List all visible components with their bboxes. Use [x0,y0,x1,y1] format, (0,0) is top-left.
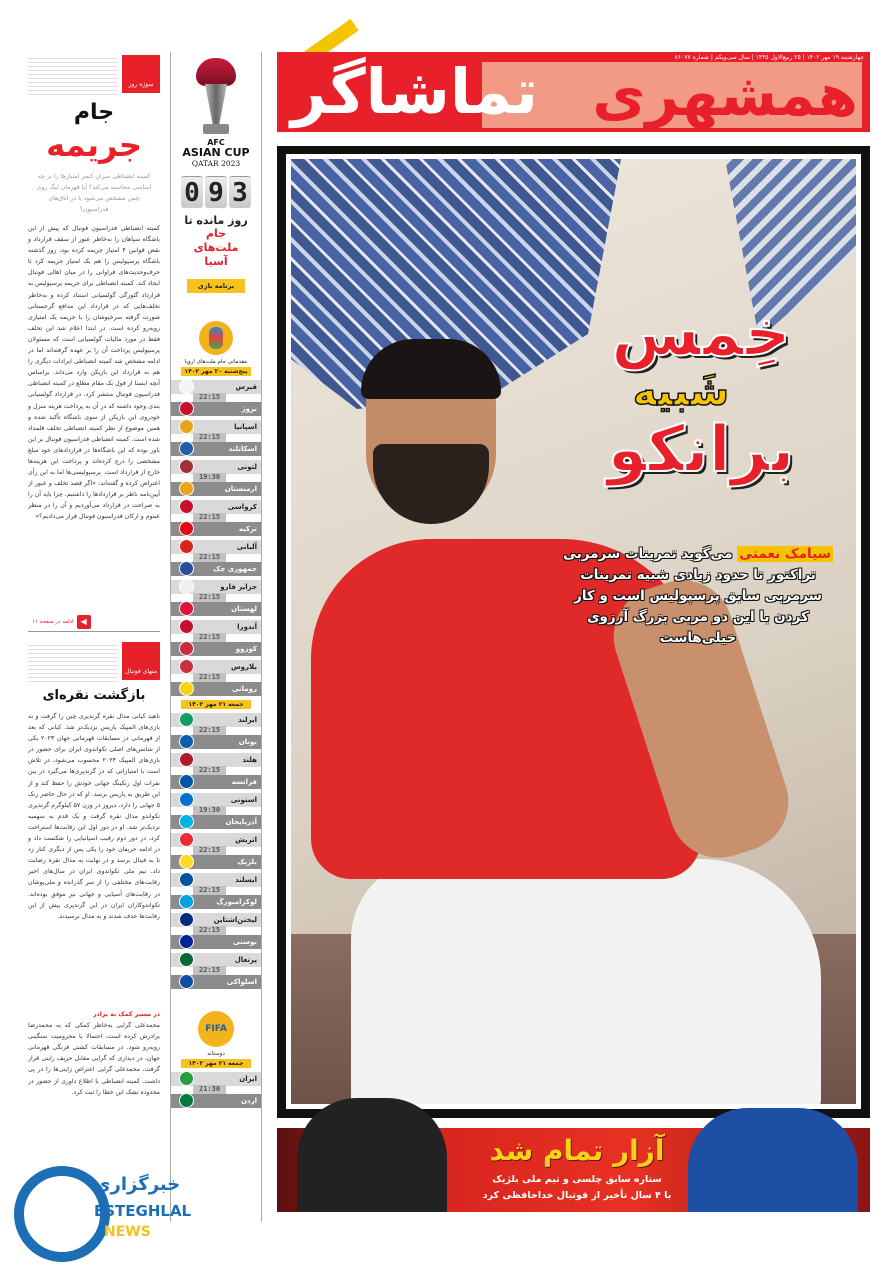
home-team-name: بلاروس [231,663,257,671]
watermark-text-esteghlal: ESTEGHLAL [94,1202,192,1220]
home-team [171,540,261,554]
home-flag-icon [179,912,194,927]
match-time: 22:15 [193,846,226,855]
away-team-name: جمهوری چک [213,565,257,573]
away-flag-icon [179,814,194,829]
match [171,378,261,418]
cup-name-3: آسیا [204,255,228,268]
schedule-column [170,52,262,1222]
away-team-name: اسلواکی [226,978,257,986]
home-flag-icon [179,539,194,554]
story2-body2: محمدعلی گرایی به‌خاطر کمکی که به محمدرضا برادرش کرده است، احتمالا با محرومیت سنگینی روبه‌رو شود. در مسابقات کشتی فرنگی قهرمانی جهان، در دیداری که گرایی مقابل حریف راینی قرار گرفت، محمدعلی گرایی اعتراض زاینی‌ها را در پی داشت. کمیته انضباطی با اطلاع داوری از حضور در محدوده تشک این خطا را ثبت کرد. [28,1022,160,1096]
qatar-text: QATAR 2023 [191,159,241,168]
banner-sub-2: با ۴ سال تأخیر از فوتبال خداحافظی کرد [482,1190,672,1201]
asian-cup-logo [171,58,261,168]
match-time: 22:15 [193,726,226,735]
away-flag-icon [179,1093,194,1108]
home-team [171,660,261,674]
story2-body-wrap [28,711,160,1001]
match-time: 22:15 [193,553,226,562]
away-team-name: بوسنی [233,938,257,946]
away-flag-icon [179,681,194,696]
main-photo-frame [277,146,870,1118]
countdown-digit: 3 [229,176,251,208]
banner-sub-1: ستاره سابق چلسی و تیم ملی بلژیک [492,1174,662,1185]
away-flag-icon [179,641,194,656]
home-flag-icon [179,419,194,434]
match-time: 22:15 [193,766,226,775]
home-team-name: پرتغال [234,956,257,964]
home-flag-icon [179,459,194,474]
away-team-name: لهستان [231,605,257,613]
home-team [171,420,261,434]
player-trousers [351,859,821,1104]
away-flag-icon [179,401,194,416]
away-team [171,642,261,656]
home-flag-icon [179,1071,194,1086]
deck-text: می‌گوید تمرینات سرمربی تراکتور تا حدود زیادی شبیه تمرینات سرمربی سابق پرسپولیس است و کار کردن با این دو مربی بزرگ آرزوی خیلی‌هاست [563,546,822,646]
away-flag-icon [179,734,194,749]
story2-body: ناهید کیانی مدال نقره گرندپری چین را گرفت و به بازی‌های المپیک پاریس نزدیک‌تر شد. کیانی که بعد از قهرمانی در مسابقات قهرمانی جهان ۲۰۲۳ یکی از شانس‌های اصلی تکواندوی ایران برای حضور در بازی‌های المپیک ۲۰۲۴ محسوب می‌شود، در تلاش است با امتیازاتی که در گرندپری‌ها می‌گیرد در بین نفرات اول رنکینگ جهانی خودش را حفظ کند و از این طریق به پاریس برسد. او که در حال حاضر رنک ۵ جهانی را دارد، دیروز در وزن ۵۷ کیلوگرم گرندپری تکواندو مدال نقره گرفت و یک قدم به سهمیه نزدیک‌تر شد. او در دور اول این رقابت‌ها استراحت کرد، در دور دوم رقیب اسپانیایی را شکست داد و در ادامه حریفان خود را یکی پس از دیگری کنار زد تا به فینال برسد و در نهایت به مدال نقره رضایت داد. تیم ملی تکواندوی ایران در سال‌های اخیر رقابت‌های مختلفی را از سر گذرانده و ملی‌پوشان در رقابت‌های آسیایی و جهانی نیز موفق بوده‌اند. تکواندوکاران ایران در این گرندپری پیش از این رقابت‌ها حذف شدند و به مدال نرسیدند. [28,713,160,920]
away-team-name: آذربایجان [225,818,257,826]
banner-title: آزار تمام شد [489,1134,665,1167]
home-team-name: آلبانی [236,543,257,551]
match [171,458,261,498]
fifa-logo: FIFA [198,1011,234,1047]
away-team-name: یونان [238,738,257,746]
player-beard [373,444,489,524]
away-team-name: نروژ [241,405,257,413]
match-time: 22:15 [193,393,226,402]
trophy-icon [191,58,241,138]
home-team-name: لتونی [237,463,257,471]
story2-title: بازگشت نقره‌ای [42,688,146,703]
watermark-text-fa: خبرگزاری [94,1174,181,1195]
friendly-caption: دوستانه [207,1051,225,1057]
home-team-name: کرواسی [227,503,257,511]
match [171,658,261,698]
away-team-name: ارمنستان [224,485,257,493]
logo-tamashagar: تماشاگر [291,55,539,128]
match [171,831,261,871]
decorative-lines [28,55,118,95]
home-team [171,380,261,394]
away-flag-icon [179,561,194,576]
home-team [171,620,261,634]
match [171,498,261,538]
home-flag-icon [179,952,194,967]
away-team-name: رومانی [231,685,257,693]
match-time: 22:15 [193,673,226,682]
player-photo-left [297,1098,447,1212]
home-flag-icon [179,752,194,767]
headline [571,299,831,485]
continued-link[interactable] [32,615,91,629]
home-team-name: هلند [242,756,257,764]
away-team-name: اسکاتلند [228,445,257,453]
away-flag-icon [179,894,194,909]
home-flag-icon [179,792,194,807]
main-photo [291,159,856,1104]
left-column [28,55,160,1170]
story2-body2-wrap [28,1020,160,1170]
match-time: 22:15 [193,966,226,975]
away-team [171,935,261,949]
away-flag-icon [179,774,194,789]
away-team [171,775,261,789]
away-team [171,855,261,869]
watermark-text-news: NEWS [104,1224,151,1240]
away-team [171,522,261,536]
home-team-name: اسپانیا [234,423,257,431]
home-team [171,953,261,967]
cup-name-2: ملت‌های [193,241,239,254]
away-team-name: اردن [241,1097,257,1105]
away-flag-icon [179,521,194,536]
home-team [171,500,261,514]
match-time: 19:30 [193,806,226,815]
home-team-name: استونی [230,796,257,804]
away-team [171,975,261,989]
match-time: 22:15 [193,513,226,522]
match-time: 19:30 [193,473,226,482]
countdown-digit: 9 [205,176,227,208]
story2-category: منهای فوتبال [122,642,160,680]
decorative-lines [28,642,118,682]
home-flag-icon [179,499,194,514]
story1-body-wrap [28,223,160,613]
day1-date: پنج‌شنبه ۲۰ مهر ۱۴۰۲ [181,367,251,376]
home-flag-icon [179,872,194,887]
story1-lead: کمیته انضباطی میزان کسر امتیازها را بر چه اساسی محاسبه می‌کند؟ آیا قهرمان لیگ روی چمن مشخص می‌شود یا در اتاق‌های فدراسیون؟ [36,173,152,213]
away-flag-icon [179,481,194,496]
euro-trophy-icon [199,321,233,355]
story1-body: کمیته انضباطی فدراسیون فوتبال که پیش از این باشگاه سپاهان را به‌خاطر عبور از سقف قرارداد و نقض قوانین ۴ امتیاز جریمه کرده بود، روز گذشته باشگاه پرسپولیس را هم یک امتیاز جریمه کرد تا حرف‌وحدیث‌های فراوانی را در میان اهالی فوتبال ایجاد کند. کمیته انضباطی برای جریمه پرسپولیس به قرارداد گئورگی گولسیانی استناد کرده و به‌خاطر تخلف‌هایی که در قرارداد این مدافع گرجستانی صورت گرفته سرخپوشان را با جریمه یک امتیازی روبه‌رو کرده است. در ابتدا اعلام شد این تخلف فقط در مورد مالیات گولسیانی است که مسئولان پرسپولیس پرداخت آن را بر عهده گرفته‌اند اما در ادامه مشخص شد کمیته انضباطی ایرادات دیگری را هم به قرارداد این بازیکن وارد می‌داند. براساس آنچه ایسنا از قول یک مقام مطلع در کمیته انضباطی فدراسیون فوتبال منتشر کرد، در قرارداد گولسیانی بندی وجود داشته که در آن به پرداخت هزینه منزل و خودروی این بازیکن از سوی باشگاه تأکید شده و همین موضوع از نظر کمیته انضباطی تخلف قلمداد شده است. کمیته انضباطی فدراسیون فوتبال بر این باور بوده که این باشگاه‌ها در قراردادهای خود مبلغ مشخصی را درج کرده‌اند و پرداخت این هزینه‌ها خارج از قرارداد است. پرسپولیسی‌ها اما به این رأی اعتراض کرده و گفته‌اند: «اگر قصد تخلف و عبور از آیین‌نامه ناظر بر قراردادها را داشتیم، چرا باید آن را به صراحت در قرارداد می‌آوردیم و آن را در منظر عموم و ارکان فدراسیون فوتبال قرار می‌دادیم؟» [28,225,160,521]
deck [558,544,838,649]
away-flag-icon [179,441,194,456]
away-team [171,735,261,749]
away-team [171,1094,261,1108]
afc-text: AFC [207,138,225,147]
home-team [171,793,261,807]
away-team-name: لوکزامبورگ [216,898,257,906]
away-team-name: فرانسه [231,778,257,786]
away-flag-icon [179,934,194,949]
match-time: 22:15 [193,886,226,895]
home-flag-icon [179,379,194,394]
home-team-name: لیختن‌اشتاین [213,916,257,924]
headline-line3: برانکو [607,413,795,487]
home-team [171,460,261,474]
headline-line1: خِمس [611,297,791,371]
match-time: 22:15 [193,593,226,602]
day3-date: جمعه ۲۱ مهر ۱۴۰۲ [181,1059,251,1068]
away-flag-icon [179,854,194,869]
program-label: برنامه بازی [187,279,245,293]
home-flag-icon [179,619,194,634]
home-team-name: قبرس [235,383,257,391]
home-flag-icon [179,659,194,674]
match [171,911,261,951]
home-team [171,713,261,727]
countdown-digit: 0 [181,176,203,208]
away-team [171,602,261,616]
away-team-name: بلژیک [237,858,257,866]
countdown [171,176,261,208]
away-team-name: ترکیه [238,525,257,533]
match [171,871,261,911]
home-flag-icon [179,832,194,847]
match [171,618,261,658]
euro-caption: مقدماتی جام ملت‌های اروپا [184,359,248,365]
deck-highlight: سیامک نعمتی [739,546,831,562]
match-time: 21:30 [193,1085,226,1094]
story2-tag-row [28,642,160,682]
story1-tag-row [28,55,160,95]
home-team [171,913,261,927]
match [171,751,261,791]
away-team [171,682,261,696]
home-team-name: ایران [239,1075,257,1083]
away-team-name: کوزوو [235,645,257,653]
day3-matches [171,1070,261,1110]
match [171,711,261,751]
story1-category: سوژه روز [122,55,160,93]
away-flag-icon [179,601,194,616]
away-flag-icon [179,974,194,989]
home-team-name: ایسلند [235,876,257,884]
cup-name-1: جام [205,227,227,240]
home-team-name: اتریش [235,836,257,844]
match [171,1070,261,1110]
story1-title-line1: جام [73,100,115,125]
logo-hamshahri: همشهری [592,61,858,129]
home-team [171,873,261,887]
home-team-name: جزایر فارو [220,583,257,591]
match [171,418,261,458]
match [171,951,261,991]
esteghlal-news-watermark [8,1160,192,1270]
home-flag-icon [179,579,194,594]
remaining-label: روز مانده تا [184,214,248,227]
home-team [171,833,261,847]
day1-matches [171,378,261,698]
day2-matches [171,711,261,991]
masthead [277,52,870,132]
away-team [171,482,261,496]
hazard-banner [277,1128,870,1212]
home-team-name: آندورا [237,623,257,631]
match-time: 22:15 [193,926,226,935]
story1-title-line2: جریمه [46,126,142,164]
away-team [171,442,261,456]
continued-label: ادامه در صفحه ۱۱ [32,618,74,625]
home-team [171,1072,261,1086]
headline-line2: شَبیه [632,369,730,415]
divider [28,631,160,632]
match-time: 22:15 [193,433,226,442]
home-team-name: ایرلند [238,716,257,724]
home-team [171,753,261,767]
day2-date: جمعه ۲۱ مهر ۱۴۰۲ [181,700,251,709]
match [171,538,261,578]
away-team [171,895,261,909]
away-team [171,562,261,576]
page-arrow-icon: ◀ [77,615,91,629]
story2-subheading: در مسیر کمک به برادر [92,1011,160,1018]
dateline: چهارشنبه ۱۹ مهر ۱۴۰۲ | ۲۵ ربیع‌الاول ۱۴۴۵ | سال سی‌ویکم | شماره ۸۶۰۷۷ [674,54,864,61]
asian-cup-text: ASIAN CUP [182,146,250,159]
player-photo-right [688,1108,858,1212]
match [171,791,261,831]
match-time: 22:15 [193,633,226,642]
home-team [171,580,261,594]
match [171,578,261,618]
away-team [171,402,261,416]
away-team [171,815,261,829]
home-flag-icon [179,712,194,727]
